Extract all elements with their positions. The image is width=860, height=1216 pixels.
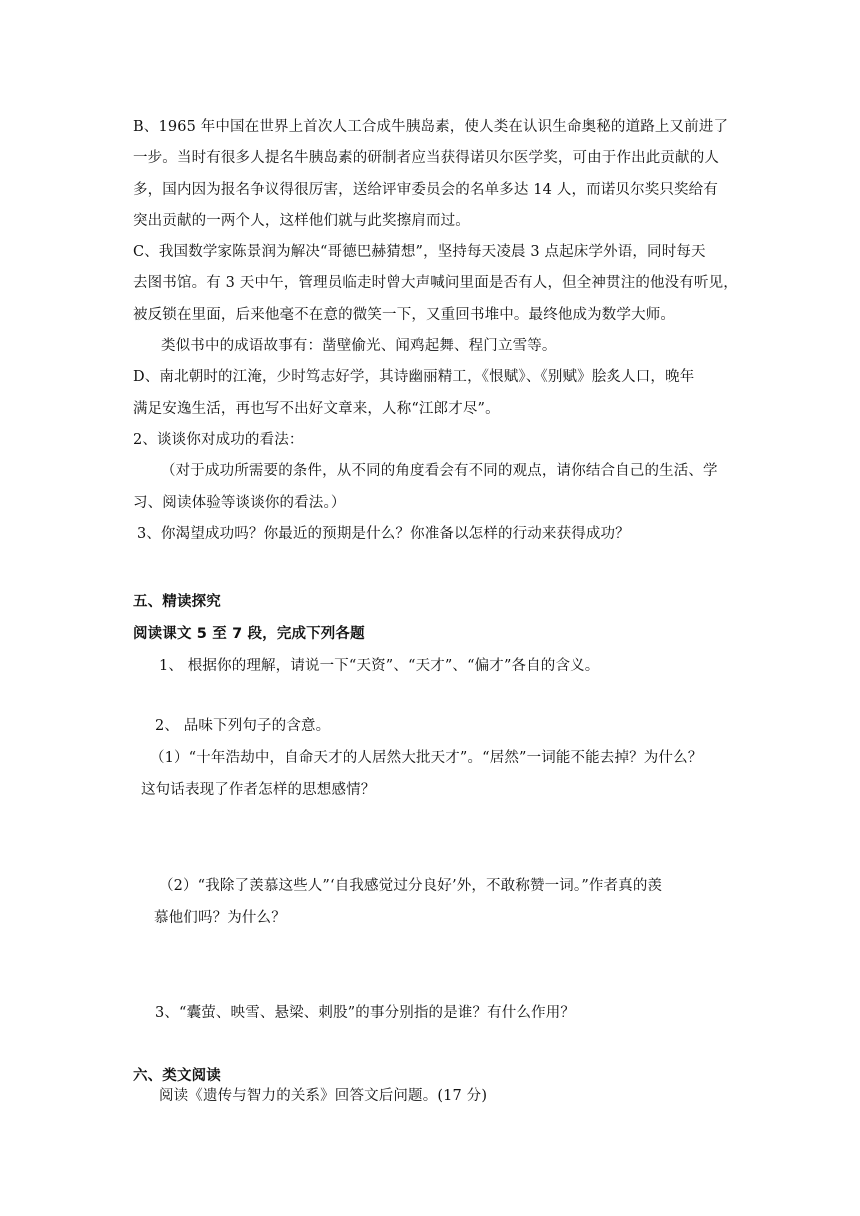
question-2: 2、谈谈你对成功的看法： bbox=[133, 432, 304, 448]
c-line-1: C、我国数学家陈景润为解决“哥德巴赫猜想”，坚持每天凌晨 3 点起床学外语，同时每天 bbox=[133, 244, 706, 260]
b-line-2: 一步。当时有很多人提名牛胰岛素的研制者应当获得诺贝尔医学奖，可由于作出此贡献的人 bbox=[133, 150, 719, 166]
b-line-1: B、1965 年中国在世界上首次人工合成牛胰岛素，使人类在认识生命奥秘的道路上又前进了 bbox=[133, 119, 729, 135]
question-2-part-1-line-1: （1）“十年浩劫中，自命天才的人居然大批天才”。“居然”一词能不能去掉？为什么？ bbox=[150, 750, 703, 766]
question-3: 3、你渴望成功吗？你最近的预期是什么？你准备以怎样的行动来获得成功？ bbox=[137, 526, 630, 542]
question-2-part-2-line-2: 慕他们吗？为什么？ bbox=[154, 910, 286, 926]
d-line-1: D、南北朝时的江淹，少时笃志好学，其诗幽丽精工，《恨赋》、《别赋》脍炙人口，晚年 bbox=[133, 369, 695, 385]
similar-idioms-line: 类似书中的成语故事有：凿壁偷光、闻鸡起舞、程门立雪等。 bbox=[161, 338, 557, 354]
d-line-2: 满足安逸生活，再也写不出好文章来，人称“江郎才尽”。 bbox=[133, 401, 500, 417]
question-2-part-1-line-2: 这句话表现了作者怎样的思想感情？ bbox=[141, 782, 376, 798]
section-6-heading: 六、类文阅读 bbox=[133, 1068, 221, 1084]
question-2-note-1: （对于成功所需要的条件，从不同的角度看会有不同的观点，请你结合自己的生活、学 bbox=[161, 463, 718, 479]
section-5-question-2: 2、 品味下列句子的含意。 bbox=[155, 718, 331, 734]
question-2-note-2: 习、阅读体验等谈谈你的看法。） bbox=[133, 495, 346, 511]
section-5-heading: 五、精读探究 bbox=[133, 594, 221, 610]
b-line-4: 突出贡献的一两个人，这样他们就与此奖擦肩而过。 bbox=[133, 213, 470, 229]
section-5-instruction: 阅读课文 5 至 7 段，完成下列各题 bbox=[133, 626, 365, 642]
question-2-part-2-line-1: （2）“我除了羡慕这些人”‘自我感觉过分良好’外，不敢称赞一词。”作者真的羡 bbox=[159, 878, 663, 894]
section-5-question-3: 3、“囊萤、映雪、悬梁、刺股”的事分别指的是谁？有什么作用？ bbox=[155, 1005, 576, 1021]
c-line-3: 被反锁在里面，后来他毫不在意的微笑一下，又重回书堆中。最终他成为数学大师。 bbox=[133, 307, 676, 323]
c-line-2: 去图书馆。有 3 天中午，管理员临走时曾大声喊问里面是否有人，但全神贯注的他没有听见， bbox=[133, 275, 738, 291]
b-line-3: 多，国内因为报名争议得很厉害，送给评审委员会的名单多达 14 人，而诺贝尔奖只奖给有 bbox=[133, 182, 718, 198]
section-5-question-1: 1、 根据你的理解，请说一下“天资”、“天才”、“偏才”各自的含义。 bbox=[159, 658, 600, 674]
section-6-instruction: 阅读《遗传与智力的关系》回答文后问题。(17 分) bbox=[159, 1088, 488, 1104]
